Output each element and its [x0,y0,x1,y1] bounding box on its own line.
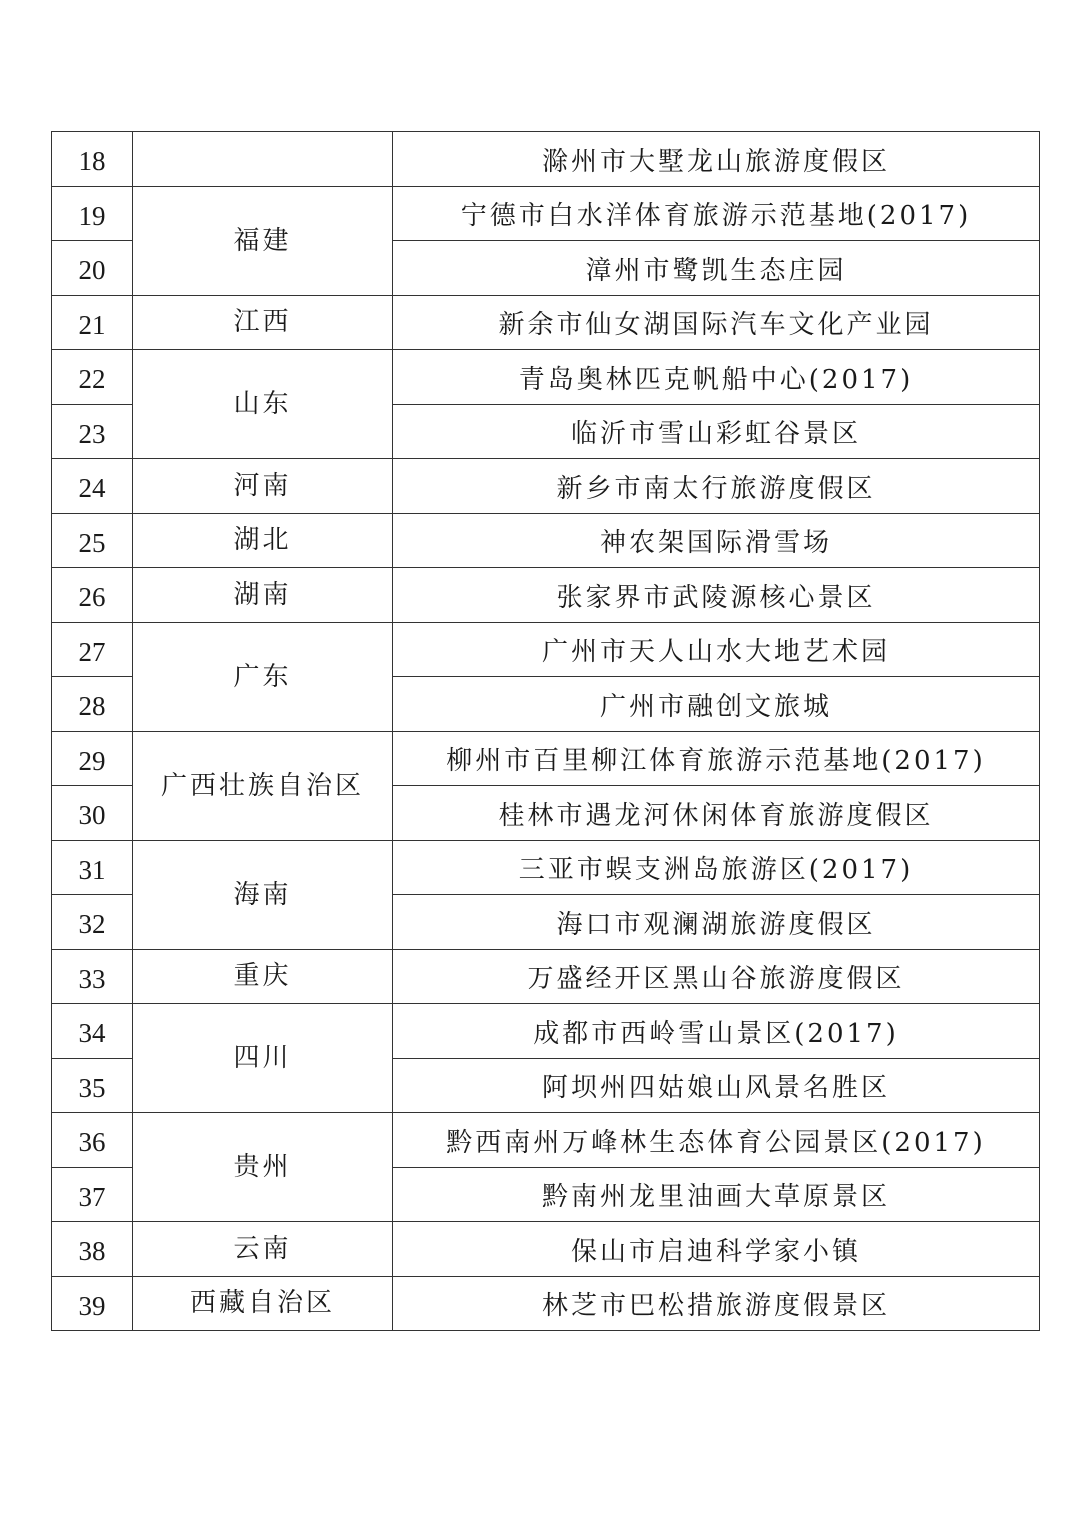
venue-name-cell: 滁州市大墅龙山旅游度假区 [393,132,1040,187]
row-number-cell: 32 [52,895,133,950]
venue-list-table [51,131,1040,1331]
province-cell [133,132,393,187]
province-cell: 重庆 [133,949,393,1004]
table-row [52,350,1040,405]
province-cell: 西藏自治区 [133,1276,393,1331]
venue-name-cell: 广州市天人山水大地艺术园 [393,622,1040,677]
venue-name-cell: 黔西南州万峰林生态体育公园景区(2017) [393,1113,1040,1168]
venue-name-cell: 阿坝州四姑娘山风景名胜区 [393,1058,1040,1113]
venue-name-cell: 新余市仙女湖国际汽车文化产业园 [393,295,1040,350]
venue-name-cell: 黔南州龙里油画大草原景区 [393,1167,1040,1222]
table-row [52,731,1040,786]
table-row [52,513,1040,568]
venue-name-cell: 临沂市雪山彩虹谷景区 [393,404,1040,459]
table-row [52,295,1040,350]
row-number-cell: 31 [52,840,133,895]
row-number-cell: 22 [52,350,133,405]
row-number-cell: 37 [52,1167,133,1222]
table-row [52,186,1040,241]
row-number-cell: 34 [52,1004,133,1059]
row-number-cell: 33 [52,949,133,1004]
venue-name-cell: 新乡市南太行旅游度假区 [393,459,1040,514]
row-number-cell: 20 [52,241,133,296]
row-number-cell: 29 [52,731,133,786]
row-number-cell: 25 [52,513,133,568]
table-row [52,1113,1040,1168]
province-cell: 湖南 [133,568,393,623]
row-number-cell: 24 [52,459,133,514]
province-cell: 湖北 [133,513,393,568]
province-cell: 海南 [133,840,393,949]
table-row [52,132,1040,187]
province-cell: 福建 [133,186,393,295]
venue-name-cell: 青岛奥林匹克帆船中心(2017) [393,350,1040,405]
table-row [52,1276,1040,1331]
venue-name-cell: 海口市观澜湖旅游度假区 [393,895,1040,950]
table-row [52,459,1040,514]
row-number-cell: 27 [52,622,133,677]
venue-name-cell: 漳州市鹭凯生态庄园 [393,241,1040,296]
venue-name-cell: 广州市融创文旅城 [393,677,1040,732]
row-number-cell: 18 [52,132,133,187]
table-row [52,949,1040,1004]
row-number-cell: 21 [52,295,133,350]
row-number-cell: 23 [52,404,133,459]
row-number-cell: 36 [52,1113,133,1168]
row-number-cell: 39 [52,1276,133,1331]
table-row [52,568,1040,623]
province-cell: 河南 [133,459,393,514]
table-row [52,1222,1040,1277]
province-cell: 山东 [133,350,393,459]
venue-name-cell: 保山市启迪科学家小镇 [393,1222,1040,1277]
province-cell: 广东 [133,622,393,731]
venue-name-cell: 万盛经开区黑山谷旅游度假区 [393,949,1040,1004]
venue-name-cell: 三亚市蜈支洲岛旅游区(2017) [393,840,1040,895]
row-number-cell: 28 [52,677,133,732]
province-cell: 广西壮族自治区 [133,731,393,840]
province-cell: 云南 [133,1222,393,1277]
row-number-cell: 26 [52,568,133,623]
venue-name-cell: 神农架国际滑雪场 [393,513,1040,568]
venue-name-cell: 林芝市巴松措旅游度假景区 [393,1276,1040,1331]
venue-name-cell: 宁德市白水洋体育旅游示范基地(2017) [393,186,1040,241]
table-row [52,1004,1040,1059]
table-row [52,622,1040,677]
row-number-cell: 35 [52,1058,133,1113]
province-cell: 四川 [133,1004,393,1113]
venue-name-cell: 张家界市武陵源核心景区 [393,568,1040,623]
row-number-cell: 30 [52,786,133,841]
row-number-cell: 19 [52,186,133,241]
table-body [52,132,1040,1331]
province-cell: 江西 [133,295,393,350]
venue-name-cell: 柳州市百里柳江体育旅游示范基地(2017) [393,731,1040,786]
row-number-cell: 38 [52,1222,133,1277]
venue-name-cell: 桂林市遇龙河休闲体育旅游度假区 [393,786,1040,841]
province-cell: 贵州 [133,1113,393,1222]
venue-name-cell: 成都市西岭雪山景区(2017) [393,1004,1040,1059]
table-row [52,840,1040,895]
